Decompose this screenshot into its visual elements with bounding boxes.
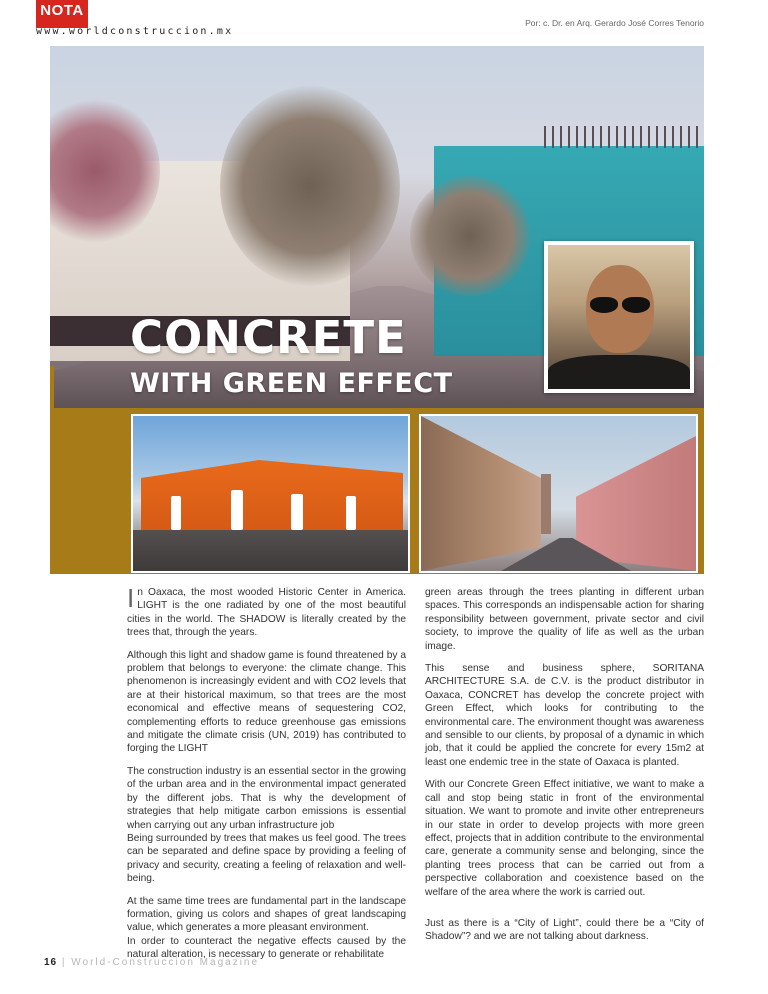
- church-tower: [541, 474, 551, 534]
- paragraph: Although this light and shadow game is found threatened by a problem that belongs to everyone: the climate change. This phenomenon is increasingly evident and with CO2 levels that are at their historical maximum, so that trees are the most economical and effective means of sequestering CO2, complementing efforts to reduce greenhouse gas emissions and mitigate the climate crisis (UN, 2019) has contributed to forging the LIGHT: [127, 649, 406, 755]
- paragraph: Being surrounded by trees that makes us feel good. The trees can be separated and define space by providing a feeling of privacy and security, creating a feeling of relaxation and well-being.: [127, 832, 407, 885]
- window: [171, 496, 181, 530]
- paragraph: In order to counteract the negative effects caused by the natural alteration, is necessary to generate or rehabilitate: [127, 935, 406, 961]
- door: [291, 494, 303, 530]
- footer-separator: |: [57, 957, 72, 968]
- tree-canopy: [220, 86, 400, 286]
- orange-colonial-building: [141, 460, 403, 532]
- page-number: 16: [44, 957, 58, 968]
- article-column-left: [127, 583, 407, 971]
- sunglasses-icon: [588, 297, 652, 313]
- paragraph: With our Concrete Green Effect initiative, we want to make a call and stop being static in front of the environmental situation. We want to promote and invite other entrepreneurs in our state in order to develop projects with more green effect, projects that in addition contribute to the environmental care, generate a community sense and belonging, since the planting trees process that can be carried out from a perspective collaboration and coexistence based on the welfare of the area where the work is carried out.: [425, 779, 704, 898]
- stone-wall: [421, 416, 541, 571]
- paragraph: The construction industry is an essential sector in the growing of the urban area and in the environmental impact generated by the different jobs. That is why the development of strategies that help mitigate carbon emissions is essential when carrying out any urban infrastructure job: [127, 765, 406, 831]
- paragraph-text: n Oaxaca, the most wooded Historic Center in America. LIGHT is the one radiated by one of the most beautiful cities in the world. The SHADOW is literally created by the trees that, through the years.: [127, 587, 406, 639]
- cobblestone-street: [133, 530, 408, 571]
- paragraph: [127, 583, 406, 640]
- door: [231, 490, 243, 530]
- gold-accent-tab: [50, 366, 54, 408]
- paragraph: Just as there is a “City of Light”, could there be a “City of Shadow”? and we are not talking about darkness.: [425, 917, 704, 943]
- magazine-name: World-Construccion Magazine: [71, 957, 260, 968]
- pink-street-photo: [419, 414, 698, 573]
- paragraph: At the same time trees are fundamental part in the landscape formation, giving us colors and shapes of great landscaping value, which generates a more pleasant environment.: [127, 895, 406, 934]
- article-title: CONCRETE: [130, 311, 407, 364]
- orange-building-photo: [131, 414, 410, 573]
- article-subtitle: WITH GREEN EFFECT: [130, 368, 453, 399]
- paragraph: green areas through the trees planting in different urban spaces. This corresponds an indispensable action for sharing responsibility between government, private sector and civil society, to improve the quality of life as well as the urban image.: [425, 587, 704, 652]
- section-tag: NOTA: [36, 0, 88, 28]
- portrait-photo: [548, 245, 690, 389]
- sunglasses-lens: [590, 297, 618, 313]
- author-byline: Por: c. Dr. en Arq. Gerardo José Corres Tenorio: [525, 18, 704, 28]
- author-portrait: [544, 241, 694, 393]
- sunglasses-lens: [622, 297, 650, 313]
- paragraph: This sense and business sphere, SORITANA ARCHITECTURE S.A. de C.V. is the product distributor in Oaxaca, CONCRET has develop the concrete project with Green Effect, which looks for contributing to the environmental care. The environment thought was awareness and sensible to our clients, by proposal of a dynamic in which job, that it could be applied the concrete for every 15m2 at least one endemic tree in the state of Oaxaca is planted.: [425, 663, 704, 768]
- author-jacket: [548, 355, 690, 389]
- page-footer: [44, 957, 259, 968]
- roof-railing: [544, 126, 704, 148]
- article-column-right: [425, 586, 704, 953]
- drop-cap: I: [127, 583, 135, 613]
- window: [346, 496, 356, 530]
- website-url: www.worldconstruccion.mx: [36, 26, 234, 37]
- tree-canopy: [410, 176, 530, 296]
